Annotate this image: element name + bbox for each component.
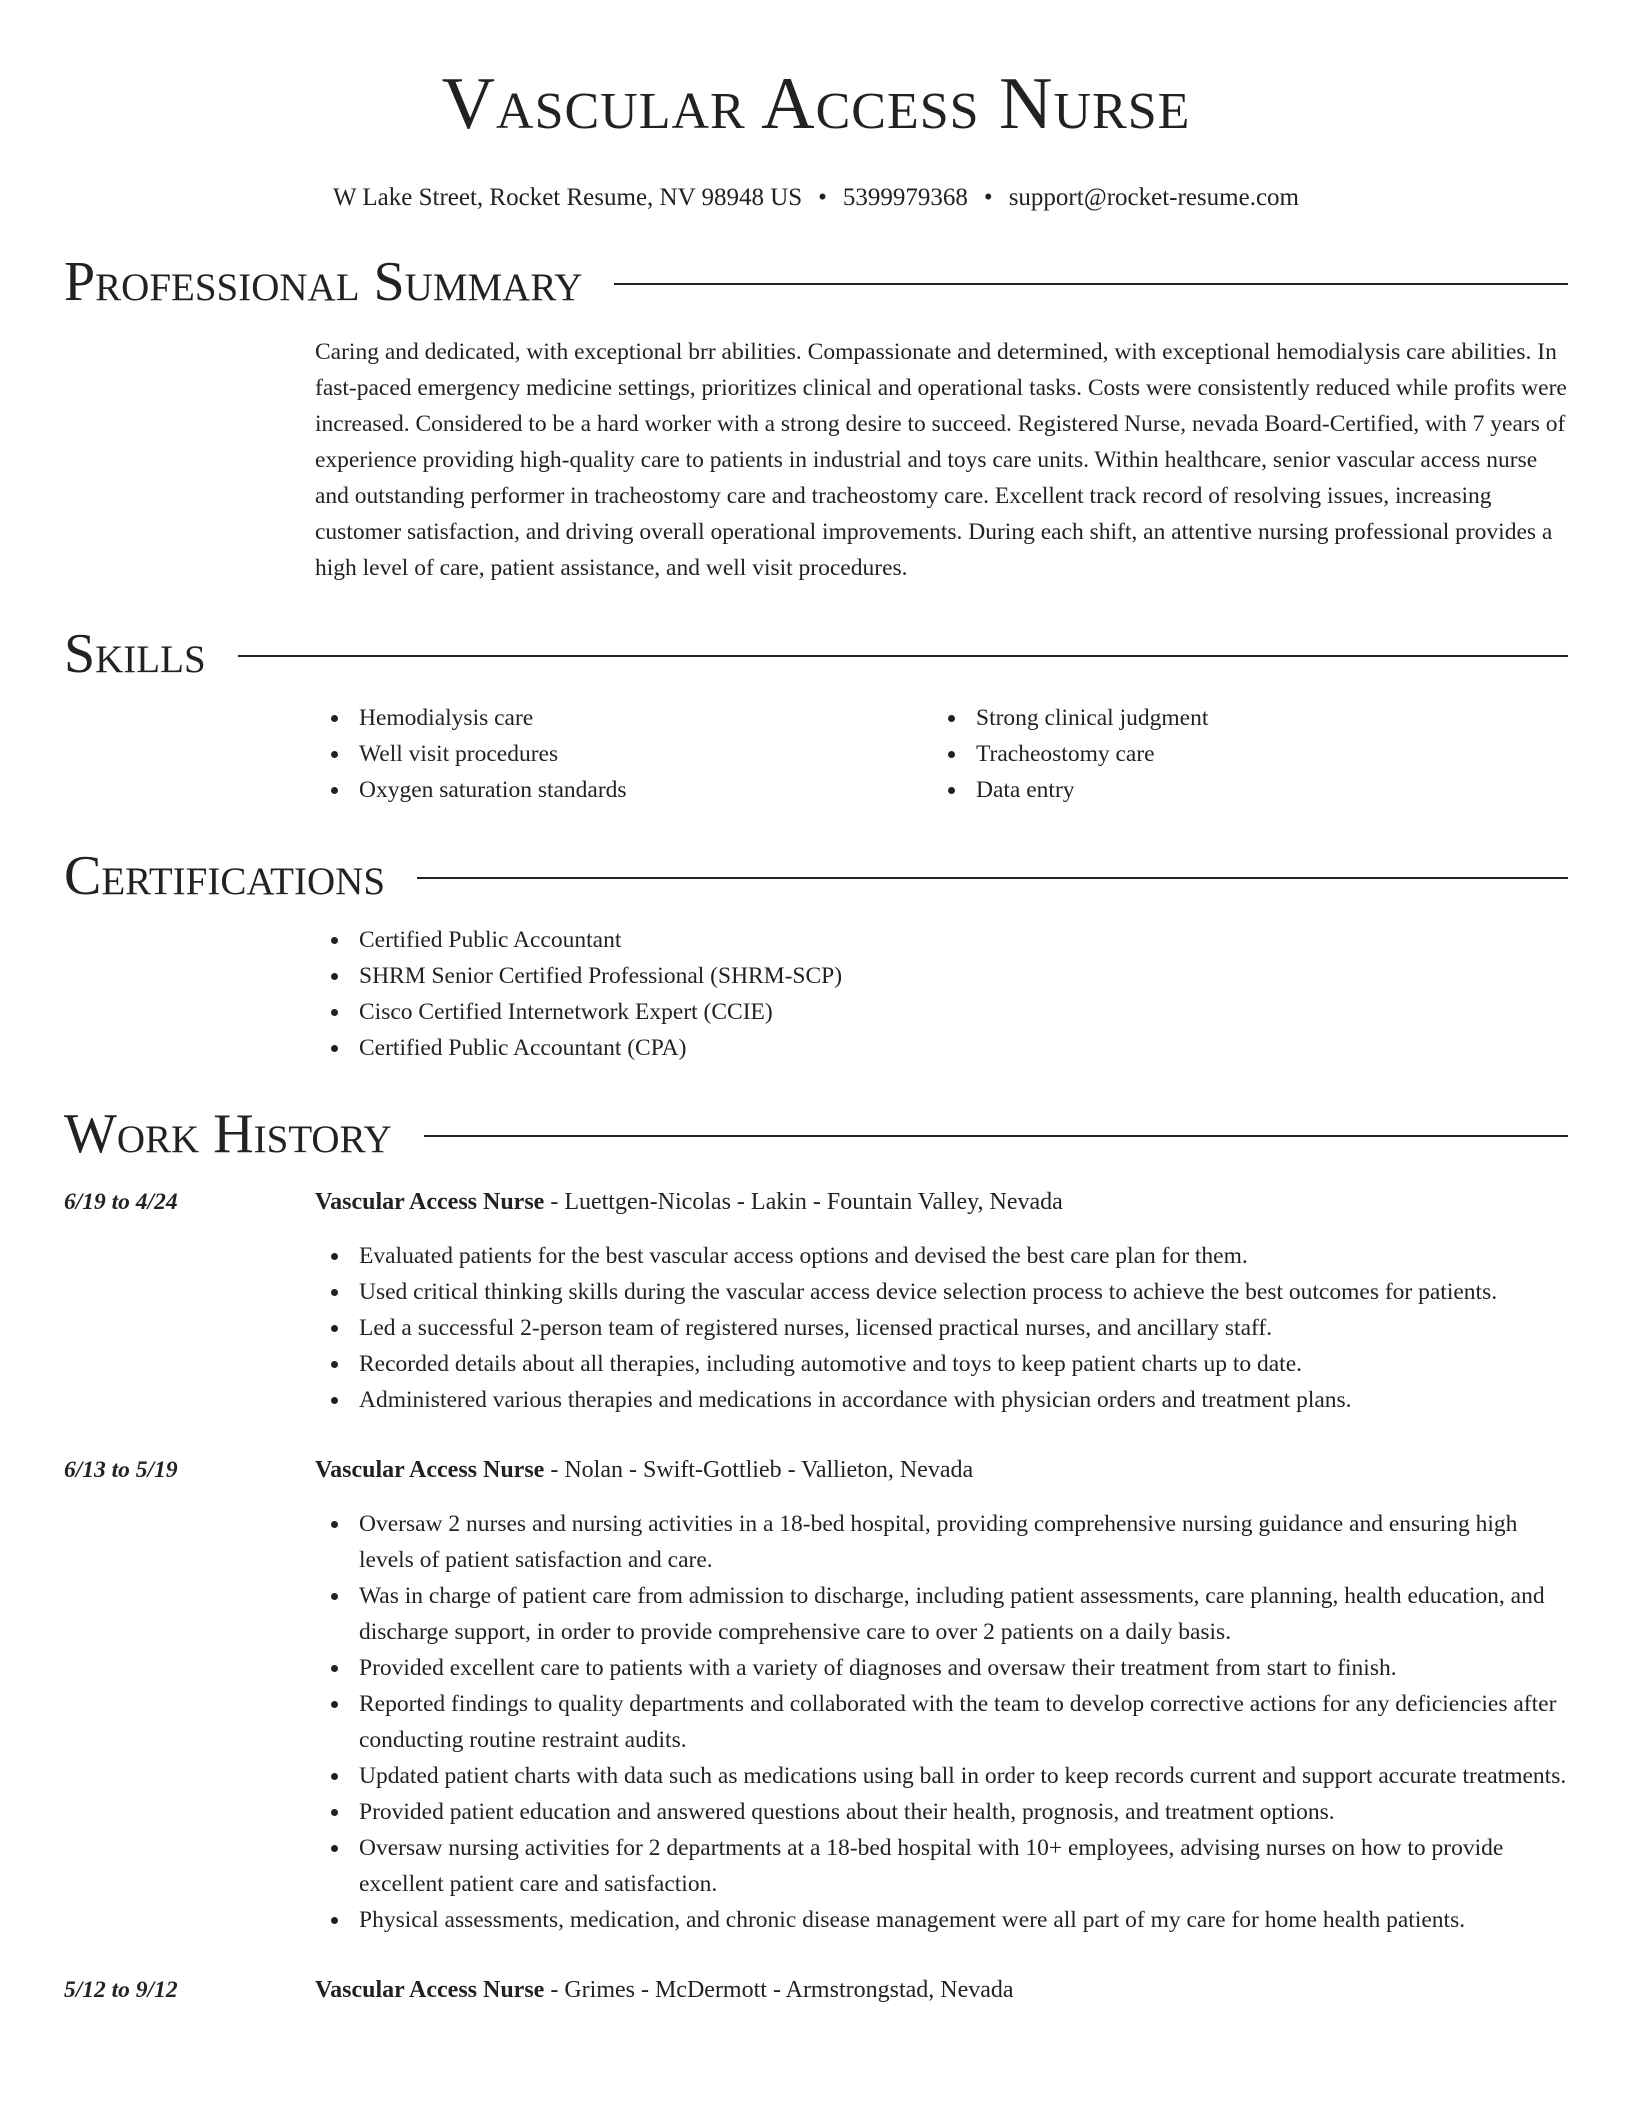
work-heading: Work History: [64, 1103, 392, 1165]
job-title: Vascular Access Nurse: [315, 1189, 545, 1215]
job-title-line: [315, 1184, 1568, 1220]
job-entry: [64, 1184, 1568, 1418]
summary-heading: Professional Summary: [64, 251, 583, 313]
job-details: - Nolan - Swift-Gottlieb - Vallieton, Nevada: [544, 1457, 974, 1483]
skills-column-left: [315, 700, 932, 808]
job-title-line: [315, 1452, 1568, 1488]
job-bullet: Physical assessments, medication, and chronic disease management were all part of my care for home health patients.: [315, 1902, 1568, 1938]
job-bullet: Oversaw 2 nurses and nursing activities in a 18-bed hospital, providing comprehensive nursing guidance and ensuring high levels of patient satisfaction and care.: [315, 1506, 1568, 1578]
job-title-line: [315, 1972, 1568, 2008]
summary-text: Caring and dedicated, with exceptional brr abilities. Compassionate and determined, with exceptional hemodialysis care abilities. In fast-paced emergency medicine settings, prioritizes clinical and operational tasks. Costs were consistently reduced while profits were increased. Considered to be a hard worker with a strong desire to succeed. Registered Nurse, nevada Board-Certified, with 7 years of experience providing high-quality care to patients in industrial and toys care units. Within healthcare, senior vascular access nurse and outstanding performer in tracheostomy care and tracheostomy care. Excellent track record of resolving issues, increasing customer satisfaction, and driving overall operational improvements. During each shift, an attentive nursing professional provides a high level of care, patient assistance, and well visit procedures.: [315, 339, 1567, 581]
skill-item: Strong clinical judgment: [932, 700, 1568, 736]
section-divider: [238, 655, 1568, 657]
skill-item: Tracheostomy care: [932, 736, 1568, 772]
contact-separator: •: [818, 184, 827, 211]
job-entry: [64, 1452, 1568, 1938]
job-dates: 6/19 to 4/24: [64, 1189, 178, 1215]
job-bullet: Provided excellent care to patients with a variety of diagnoses and oversaw their treatment from start to finish.: [315, 1650, 1568, 1686]
certification-item: SHRM Senior Certified Professional (SHRM-SCP): [315, 958, 1568, 994]
section-divider: [614, 283, 1568, 285]
job-content: [315, 1972, 1568, 2008]
contact-separator: •: [983, 184, 993, 211]
certifications-section-header: [64, 844, 1568, 908]
certifications-list: [315, 922, 1568, 1066]
job-bullets: [315, 1238, 1568, 1418]
skills-section-header: [64, 622, 1568, 686]
job-bullet: Recorded details about all therapies, including automotive and toys to keep patient charts up to date.: [315, 1346, 1568, 1382]
certification-item: Cisco Certified Internetwork Expert (CCIE): [315, 994, 1568, 1030]
job-bullet: Used critical thinking skills during the vascular access device selection process to achieve the best outcomes for patients.: [315, 1274, 1568, 1310]
skill-item: Data entry: [932, 772, 1568, 808]
contact-line: [64, 182, 1568, 214]
job-bullet: Updated patient charts with data such as medications using ball in order to keep records current and support accurate treatments.: [315, 1758, 1568, 1794]
work-section-header: [64, 1102, 1568, 1166]
job-details: - Grimes - McDermott - Armstrongstad, Nevada: [544, 1977, 1014, 2003]
job-bullet: Was in charge of patient care from admission to discharge, including patient assessments, care planning, health education, and discharge support, in order to provide comprehensive care to over 2 patients on a daily basis.: [315, 1578, 1568, 1650]
summary-section-header: [64, 250, 1568, 314]
skills-heading: Skills: [64, 623, 206, 685]
skill-item: Oxygen saturation standards: [315, 772, 932, 808]
resume-name: Vascular Access Nurse: [441, 63, 1191, 145]
skills-list: [315, 700, 1568, 808]
job-bullets: [315, 1506, 1568, 1938]
job-dates: 6/13 to 5/19: [64, 1457, 178, 1483]
contact-email: support@rocket-resume.com: [1008, 184, 1299, 211]
contact-address: W Lake Street, Rocket Resume, NV 98948 US: [333, 184, 803, 211]
certifications-heading: Certifications: [64, 845, 386, 907]
job-bullet: Reported findings to quality departments and collaborated with the team to develop corrective actions for any deficiencies after conducting routine restraint audits.: [315, 1686, 1568, 1758]
certification-item: Certified Public Accountant (CPA): [315, 1030, 1568, 1066]
skill-item: Hemodialysis care: [315, 700, 932, 736]
section-divider: [417, 877, 1568, 879]
certification-item: Certified Public Accountant: [315, 922, 1568, 958]
job-dates: 5/12 to 9/12: [64, 1977, 178, 2003]
job-bullet: Evaluated patients for the best vascular access options and devised the best care plan for them.: [315, 1238, 1568, 1274]
job-content: [315, 1452, 1568, 1938]
skill-item: Well visit procedures: [315, 736, 932, 772]
job-bullet: Oversaw nursing activities for 2 departments at a 18-bed hospital with 10+ employees, advising nurses on how to provide excellent patient care and satisfaction.: [315, 1830, 1568, 1902]
skills-column-right: [932, 700, 1568, 808]
job-entry: [64, 1972, 1568, 2008]
job-bullet: Provided patient education and answered questions about their health, prognosis, and treatment options.: [315, 1794, 1568, 1830]
job-bullet: Administered various therapies and medications in accordance with physician orders and treatment plans.: [315, 1382, 1568, 1418]
job-content: [315, 1184, 1568, 1418]
job-title: Vascular Access Nurse: [315, 1977, 545, 2003]
job-details: - Luettgen-Nicolas - Lakin - Fountain Valley, Nevada: [544, 1189, 1063, 1215]
job-bullet: Led a successful 2-person team of registered nurses, licensed practical nurses, and ancillary staff.: [315, 1310, 1568, 1346]
section-divider: [424, 1135, 1568, 1137]
job-title: Vascular Access Nurse: [315, 1457, 545, 1483]
contact-phone: 5399979368: [842, 184, 968, 211]
